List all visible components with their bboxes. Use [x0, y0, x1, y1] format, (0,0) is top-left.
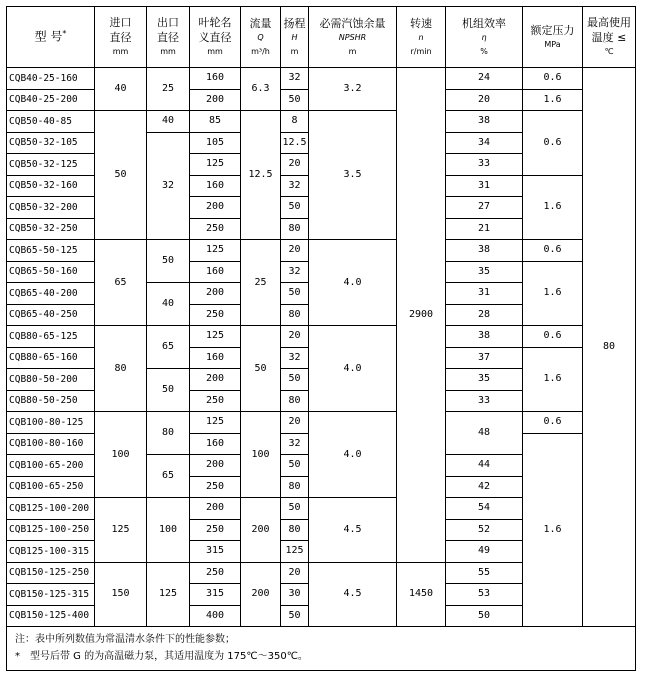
header-head-name: 扬程: [283, 16, 306, 30]
efficiency-cell: 38: [446, 240, 523, 262]
header-npshr-symbol: NPSHR: [338, 32, 367, 42]
header-model: [7, 7, 95, 68]
pressure-cell: 0.6: [523, 412, 583, 434]
pressure-cell: 1.6: [523, 433, 583, 627]
note-line: 注：表中所列数值为常温清水条件下的性能参数；: [15, 634, 235, 645]
efficiency-cell: 38: [446, 111, 523, 133]
npshr-cell: 4.0: [309, 326, 397, 412]
model-cell: CQB100-80-125: [7, 412, 95, 434]
head-cell: 32: [281, 175, 309, 197]
header-temperature-name: 最高使用: [587, 16, 631, 29]
head-cell: 20: [281, 562, 309, 584]
efficiency-cell: 33: [446, 390, 523, 412]
head-cell: 20: [281, 412, 309, 434]
head-cell: 50: [281, 369, 309, 391]
efficiency-cell: 53: [446, 584, 523, 606]
header-outlet-unit: mm: [160, 47, 176, 56]
note-line: * 型号后带 G 的为高温磁力泵，其适用温度为 175℃～350℃。: [15, 651, 308, 662]
model-cell: CQB125-100-200: [7, 498, 95, 520]
table-row: [7, 68, 636, 90]
efficiency-cell: 35: [446, 369, 523, 391]
head-cell: 20: [281, 154, 309, 176]
head-cell: 50: [281, 455, 309, 477]
outlet-cell: 40: [147, 111, 190, 133]
header-impeller-name: 义直径: [198, 31, 232, 44]
model-cell: CQB150-125-400: [7, 605, 95, 627]
head-cell: 80: [281, 476, 309, 498]
header-outlet: [147, 7, 190, 68]
table-row: [7, 111, 636, 133]
impeller-cell: 250: [190, 476, 241, 498]
pressure-cell: 1.6: [523, 89, 583, 111]
header-speed-unit: r/min: [410, 46, 432, 56]
header-flow-name: 流量: [249, 16, 272, 30]
impeller-cell: 125: [190, 326, 241, 348]
header-efficiency: [446, 7, 523, 68]
head-cell: 20: [281, 240, 309, 262]
model-cell: CQB100-80-160: [7, 433, 95, 455]
flow-cell: 6.3: [241, 68, 281, 111]
model-cell: CQB80-50-250: [7, 390, 95, 412]
efficiency-cell: 35: [446, 261, 523, 283]
impeller-cell: 250: [190, 390, 241, 412]
efficiency-cell: 37: [446, 347, 523, 369]
head-cell: 20: [281, 326, 309, 348]
header-temperature-unit: ℃: [604, 47, 614, 56]
npshr-cell: 4.0: [309, 240, 397, 326]
pressure-cell: 0.6: [523, 240, 583, 262]
efficiency-cell: 20: [446, 89, 523, 111]
model-cell: CQB65-40-200: [7, 283, 95, 305]
model-cell: CQB150-125-315: [7, 584, 95, 606]
pump-spec-table: [6, 6, 636, 671]
head-cell: 12.5: [281, 132, 309, 154]
header-model-label: 型 号: [34, 29, 63, 44]
head-cell: 50: [281, 498, 309, 520]
header-temperature-name: 温度 ≤: [591, 31, 627, 44]
header-inlet-name: 直径: [109, 31, 132, 44]
header-impeller-name: 叶轮名: [198, 16, 232, 29]
impeller-cell: 200: [190, 89, 241, 111]
header-efficiency-name: 机组效率: [462, 16, 506, 30]
model-cell: CQB50-32-200: [7, 197, 95, 219]
header-outlet-name: 直径: [157, 31, 179, 44]
impeller-cell: 160: [190, 433, 241, 455]
model-cell: CQB40-25-160: [7, 68, 95, 90]
outlet-cell: 50: [147, 369, 190, 412]
impeller-cell: 315: [190, 584, 241, 606]
head-cell: 50: [281, 89, 309, 111]
npshr-cell: 3.5: [309, 111, 397, 240]
impeller-cell: 250: [190, 519, 241, 541]
model-cell: CQB65-50-125: [7, 240, 95, 262]
impeller-cell: 400: [190, 605, 241, 627]
header-head: [281, 7, 309, 68]
pressure-cell: 0.6: [523, 68, 583, 90]
speed-cell: 1450: [397, 562, 446, 627]
header-speed-symbol: n: [418, 32, 424, 42]
head-cell: 32: [281, 261, 309, 283]
head-cell: 80: [281, 218, 309, 240]
table-notes: [7, 627, 636, 671]
table-row: [7, 412, 636, 434]
model-cell: CQB50-32-250: [7, 218, 95, 240]
header-inlet-unit: mm: [112, 47, 129, 56]
model-cell: CQB80-65-125: [7, 326, 95, 348]
impeller-cell: 160: [190, 68, 241, 90]
outlet-cell: 50: [147, 240, 190, 283]
inlet-cell: 65: [95, 240, 147, 326]
model-cell: CQB100-65-250: [7, 476, 95, 498]
impeller-cell: 315: [190, 541, 241, 563]
notes-row: [7, 627, 636, 671]
head-cell: 8: [281, 111, 309, 133]
head-cell: 125: [281, 541, 309, 563]
outlet-cell: 125: [147, 562, 190, 627]
inlet-cell: 100: [95, 412, 147, 498]
efficiency-cell: 50: [446, 605, 523, 627]
head-cell: 32: [281, 347, 309, 369]
pressure-cell: 1.6: [523, 175, 583, 240]
head-cell: 80: [281, 304, 309, 326]
head-cell: 30: [281, 584, 309, 606]
impeller-cell: 250: [190, 304, 241, 326]
spec-table-container: [6, 6, 635, 671]
flow-cell: 12.5: [241, 111, 281, 240]
header-efficiency-unit: %: [480, 46, 488, 56]
npshr-cell: 4.5: [309, 498, 397, 563]
model-cell: CQB40-25-200: [7, 89, 95, 111]
model-cell: CQB50-32-105: [7, 132, 95, 154]
outlet-cell: 65: [147, 326, 190, 369]
flow-cell: 25: [241, 240, 281, 326]
model-cell: CQB50-32-160: [7, 175, 95, 197]
header-inlet-name: 进口: [109, 16, 132, 29]
head-cell: 32: [281, 433, 309, 455]
impeller-cell: 200: [190, 283, 241, 305]
npshr-cell: 3.2: [309, 68, 397, 111]
temperature-cell: 80: [583, 68, 636, 627]
npshr-cell: 4.0: [309, 412, 397, 498]
efficiency-cell: 55: [446, 562, 523, 584]
header-speed: [397, 7, 446, 68]
header-flow: [241, 7, 281, 68]
header-pressure: [523, 7, 583, 68]
efficiency-cell: 21: [446, 218, 523, 240]
model-cell: CQB50-32-125: [7, 154, 95, 176]
head-cell: 50: [281, 605, 309, 627]
header-head-symbol: H: [291, 32, 298, 42]
pressure-cell: 1.6: [523, 261, 583, 326]
pressure-cell: 0.6: [523, 111, 583, 176]
efficiency-cell: 48: [446, 412, 523, 455]
impeller-cell: 125: [190, 240, 241, 262]
model-cell: CQB65-50-160: [7, 261, 95, 283]
impeller-cell: 200: [190, 498, 241, 520]
impeller-cell: 250: [190, 562, 241, 584]
header-flow-symbol: Q: [257, 32, 264, 42]
outlet-cell: 32: [147, 132, 190, 240]
impeller-cell: 250: [190, 218, 241, 240]
impeller-cell: 200: [190, 369, 241, 391]
outlet-cell: 40: [147, 283, 190, 326]
inlet-cell: 125: [95, 498, 147, 563]
header-npshr-name: 必需汽蚀余量: [319, 16, 386, 30]
header-flow-unit: m³/h: [251, 46, 270, 56]
efficiency-cell: 31: [446, 175, 523, 197]
pressure-cell: 1.6: [523, 347, 583, 412]
inlet-cell: 80: [95, 326, 147, 412]
speed-cell: 2900: [397, 68, 446, 563]
efficiency-cell: 38: [446, 326, 523, 348]
impeller-cell: 125: [190, 154, 241, 176]
header-efficiency-symbol: η: [481, 32, 487, 42]
model-cell: CQB50-40-85: [7, 111, 95, 133]
head-cell: 50: [281, 283, 309, 305]
efficiency-cell: 28: [446, 304, 523, 326]
model-cell: CQB80-50-200: [7, 369, 95, 391]
flow-cell: 50: [241, 326, 281, 412]
header-inlet: [95, 7, 147, 68]
head-cell: 50: [281, 197, 309, 219]
efficiency-cell: 54: [446, 498, 523, 520]
inlet-cell: 40: [95, 68, 147, 111]
efficiency-cell: 34: [446, 132, 523, 154]
head-cell: 32: [281, 68, 309, 90]
table-row: [7, 326, 636, 348]
efficiency-cell: 24: [446, 68, 523, 90]
header-temperature: [583, 7, 636, 68]
efficiency-cell: 33: [446, 154, 523, 176]
impeller-cell: 105: [190, 132, 241, 154]
efficiency-cell: 31: [446, 283, 523, 305]
header-head-unit: m: [290, 46, 299, 56]
efficiency-cell: 52: [446, 519, 523, 541]
model-cell: CQB125-100-315: [7, 541, 95, 563]
table-row: [7, 240, 636, 262]
inlet-cell: 50: [95, 111, 147, 240]
efficiency-cell: 44: [446, 455, 523, 477]
impeller-cell: 200: [190, 197, 241, 219]
model-cell: CQB150-125-250: [7, 562, 95, 584]
header-pressure-name: 额定压力: [530, 23, 575, 37]
header-speed-name: 转速: [410, 16, 432, 30]
header-npshr: [309, 7, 397, 68]
header-model-mark: *: [62, 29, 67, 39]
outlet-cell: 65: [147, 455, 190, 498]
efficiency-cell: 27: [446, 197, 523, 219]
header-row: [7, 7, 636, 68]
head-cell: 80: [281, 519, 309, 541]
inlet-cell: 150: [95, 562, 147, 627]
flow-cell: 200: [241, 498, 281, 563]
impeller-cell: 200: [190, 455, 241, 477]
outlet-cell: 100: [147, 498, 190, 563]
efficiency-cell: 42: [446, 476, 523, 498]
header-impeller: [190, 7, 241, 68]
model-cell: CQB80-65-160: [7, 347, 95, 369]
model-cell: CQB100-65-200: [7, 455, 95, 477]
outlet-cell: 25: [147, 68, 190, 111]
npshr-cell: 4.5: [309, 562, 397, 627]
header-npshr-unit: m: [348, 46, 357, 56]
efficiency-cell: 49: [446, 541, 523, 563]
header-outlet-name: 出口: [157, 16, 179, 29]
head-cell: 80: [281, 390, 309, 412]
impeller-cell: 160: [190, 175, 241, 197]
model-cell: CQB65-40-250: [7, 304, 95, 326]
header-pressure-unit: MPa: [544, 39, 561, 49]
flow-cell: 100: [241, 412, 281, 498]
model-cell: CQB125-100-250: [7, 519, 95, 541]
outlet-cell: 80: [147, 412, 190, 455]
impeller-cell: 160: [190, 261, 241, 283]
header-impeller-unit: mm: [207, 47, 223, 56]
impeller-cell: 85: [190, 111, 241, 133]
impeller-cell: 160: [190, 347, 241, 369]
impeller-cell: 125: [190, 412, 241, 434]
flow-cell: 200: [241, 562, 281, 627]
pressure-cell: 0.6: [523, 326, 583, 348]
